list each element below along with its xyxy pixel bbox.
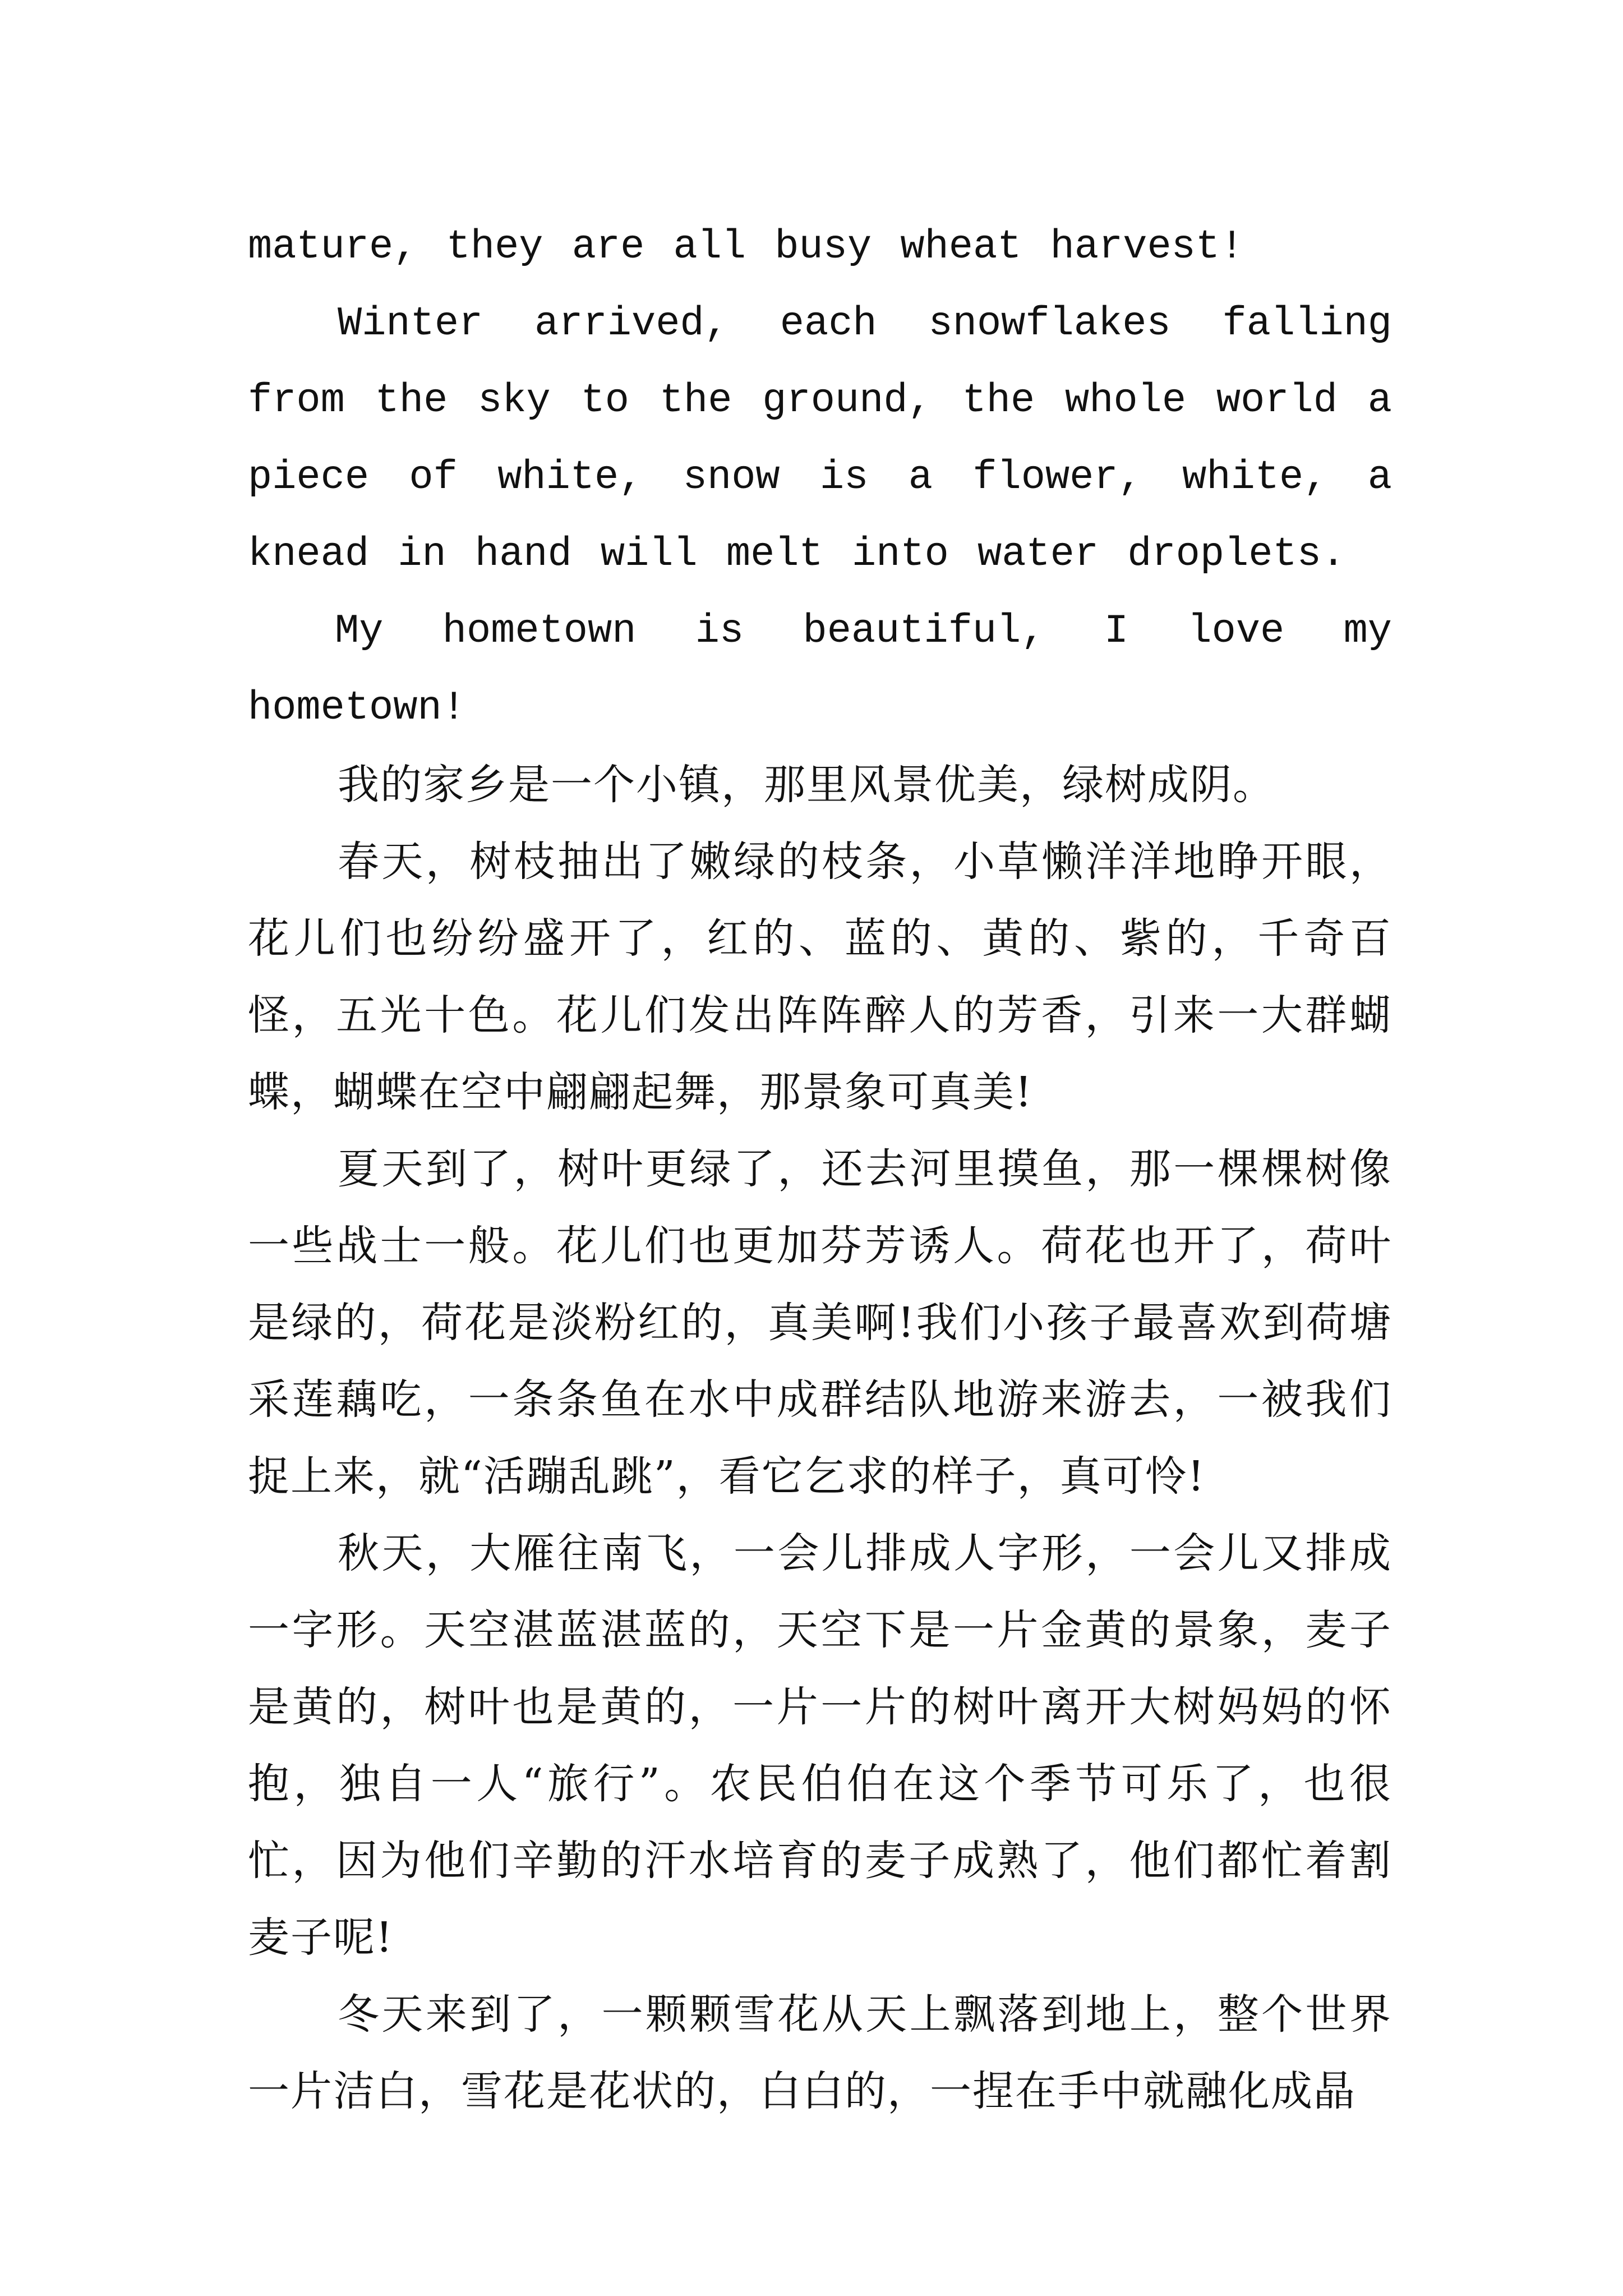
- paragraph-zh-5: 冬天来到了，一颗颗雪花从天上飘落到地上，整个世界一片洁白，雪花是花状的，白白的，一捏在手中就融化成晶: [248, 1990, 1392, 2115]
- paragraph-en-3: My hometown is beautiful, I love my hometown!: [248, 608, 1392, 731]
- paragraph-en-2: Winter arrived, each snowflakes falling from the sky to the ground, the whole world a piece of white, snow is a flower, white, a knead in hand will melt into water droplets.: [248, 301, 1392, 577]
- paragraph-zh-1: 我的家乡是一个小镇，那里风景优美，绿树成阴。: [338, 761, 1275, 809]
- paragraph-zh-2: 春天，树枝抽出了嫩绿的枝条，小草懒洋洋地睁开眼，花儿们也纷纷盛开了，红的、蓝的、黄的、紫的，千奇百怪，五光十色。花儿们发出阵阵醉人的芳香，引来一大群蝴蝶，蝴蝶在空中翩翩起舞，那景象可真美!: [248, 838, 1392, 1116]
- body-text: [248, 209, 1392, 2130]
- paragraph-en-1: mature, they are all busy wheat harvest!: [248, 224, 1244, 270]
- paragraph-zh-3: 夏天到了，树叶更绿了，还去河里摸鱼，那一棵棵树像一些战士一般。花儿们也更加芬芳诱人。荷花也开了，荷叶是绿的，荷花是淡粉红的，真美啊!我们小孩子最喜欢到荷塘采莲藕吃，一条条鱼在水中成群结队地游来游去，一被我们捉上来，就“活蹦乱跳”，看它乞求的样子，真可怜!: [248, 1145, 1392, 1501]
- paragraph-zh-4: 秋天，大雁往南飞，一会儿排成人字形，一会儿又排成一字形。天空湛蓝湛蓝的，天空下是一片金黄的景象，麦子是黄的，树叶也是黄的，一片一片的树叶离开大树妈妈的怀抱，独自一人“旅行”。农民伯伯在这个季节可乐了，也很忙，因为他们辛勤的汗水培育的麦子成熟了，他们都忙着割麦子呢!: [248, 1529, 1392, 1962]
